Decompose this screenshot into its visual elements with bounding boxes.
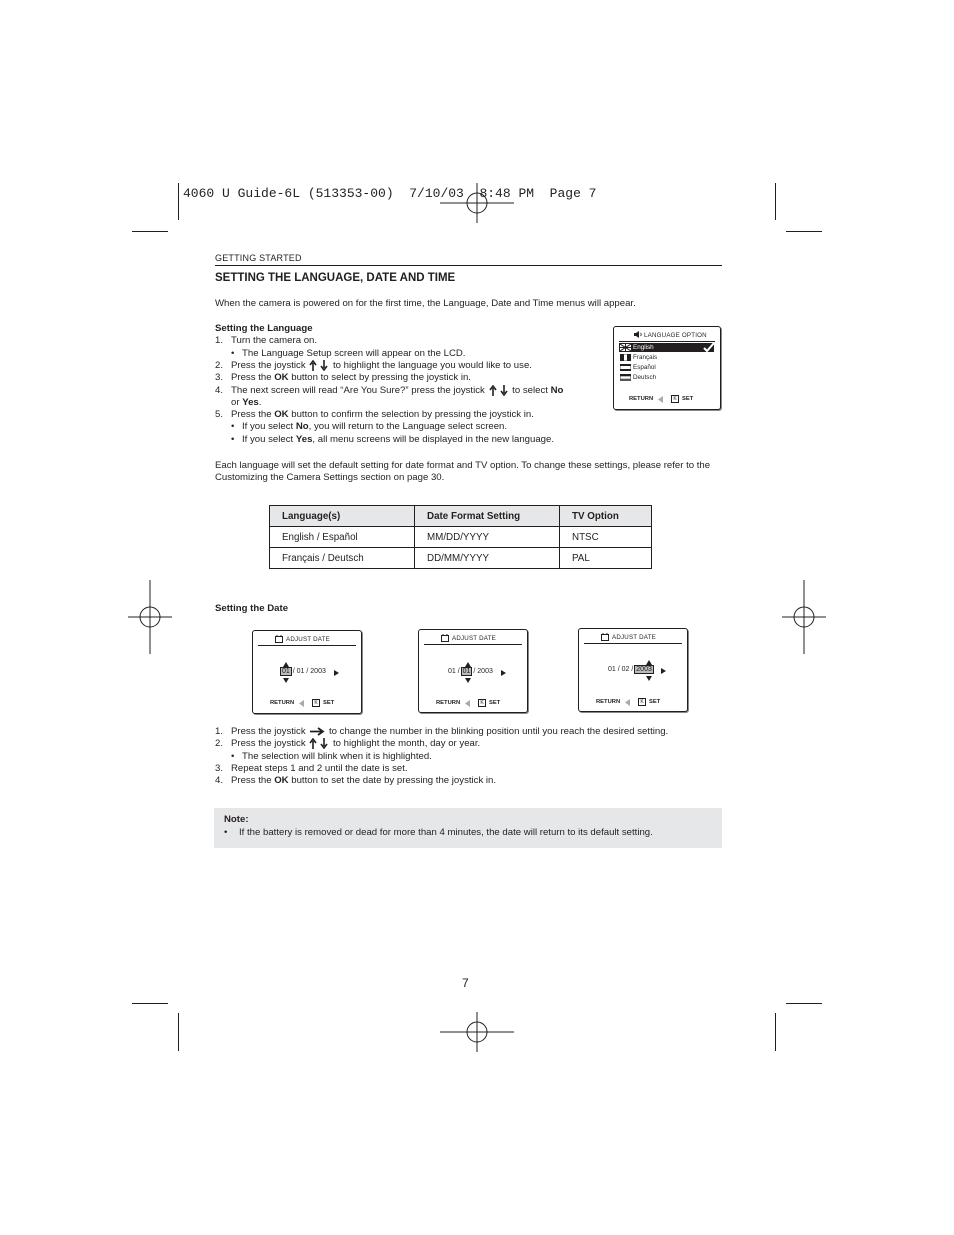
ok-button-icon: K (312, 699, 320, 707)
lcd-header: ADJUST DATE (286, 636, 330, 643)
lcd-header: LANGUAGE OPTION (644, 332, 707, 339)
list-item: 1. Turn the camera on. (215, 335, 318, 347)
crop-mark (132, 231, 168, 232)
list-item: 4. Press the OK button to set the date by pressing the joystick in. (215, 775, 497, 787)
registration-mark (440, 1012, 514, 1052)
list-item: 2. Press the joystick to highlight the month, day or year. (215, 738, 481, 750)
list-item: 3. Repeat steps 1 and 2 until the date is set. (215, 762, 408, 774)
return-label: RETURN (436, 700, 461, 706)
table-row (270, 527, 652, 548)
lcd-header: ADJUST DATE (612, 634, 656, 641)
list-item: 2. Press the joystick to highlight the language you would like to use. (215, 359, 532, 371)
table-header-cell: Date Format Setting (415, 506, 560, 527)
left-arrow-icon (299, 700, 305, 707)
left-arrow-icon (625, 699, 631, 706)
month-value: 01 (282, 668, 290, 675)
set-label: SET (649, 699, 661, 705)
crop-mark (178, 1013, 179, 1051)
crop-mark (132, 1003, 168, 1004)
year-value: 2003 (477, 668, 493, 675)
up-arrow-icon (283, 662, 289, 667)
up-arrow-icon (465, 662, 471, 667)
intro-text: When the camera is powered on for the first time, the Language, Date and Time menus will appear. (215, 298, 636, 309)
crop-mark (786, 1003, 822, 1004)
lcd-language-screen (613, 326, 721, 410)
lcd-divider (424, 644, 522, 645)
right-arrow-icon (334, 670, 339, 676)
date-value-row: 01 / 02 / 2003 (608, 666, 652, 673)
language-section (215, 323, 595, 446)
joystick-up-down-icon (308, 360, 330, 371)
lcd-divider (258, 645, 356, 646)
lcd-divider (584, 643, 682, 644)
table-header-cell: TV Option (560, 506, 652, 527)
set-label: SET (682, 396, 694, 402)
list-item: • The selection will blink when it is highlighted. (215, 751, 723, 763)
table-cell: NTSC (560, 527, 652, 548)
set-label: SET (323, 700, 335, 706)
language-option-label: English (633, 344, 654, 351)
calendar-icon (601, 633, 609, 641)
section-divider (215, 265, 722, 266)
set-label: SET (489, 700, 501, 706)
ok-button-icon: K (671, 395, 679, 403)
return-label: RETURN (270, 700, 295, 706)
checkmark-icon (703, 342, 715, 353)
list-item: 1. Press the joystick to change the number in the blinking position until you reach the desired setting. (215, 726, 669, 737)
table-cell: DD/MM/YYYY (415, 548, 560, 569)
down-arrow-icon (465, 678, 471, 683)
note-label: Note: (224, 814, 249, 825)
crop-mark (775, 1013, 776, 1051)
right-arrow-icon (661, 668, 666, 674)
calendar-icon (275, 635, 283, 643)
list-item: 4. The next screen will read “Are You Sure?” press the joystick to select No or Yes. (215, 384, 564, 408)
date-format-note: Each language will set the default setting for date format and TV option. To change these settings, please refer to the Customizing the Camera Settings section on page 30. (215, 460, 711, 484)
return-label: RETURN (629, 396, 654, 402)
ok-button-icon: K (638, 698, 646, 706)
table-cell: MM/DD/YYYY (415, 527, 560, 548)
day-value: 02 (621, 666, 630, 673)
month-value: 01 (608, 666, 616, 673)
table-row (270, 548, 652, 569)
note-bullet: • (224, 827, 228, 838)
month-value: 01 (448, 668, 456, 675)
date-value-row: 01 / 01 / 2003 (282, 668, 326, 675)
list-item: 3. Press the OK button to select by pressing the joystick in. (215, 372, 471, 384)
language-heading: Setting the Language (215, 323, 313, 334)
crop-mark (178, 183, 179, 220)
page-title: SETTING THE LANGUAGE, DATE AND TIME (215, 272, 456, 284)
table-header-row (270, 506, 652, 527)
flag-uk-icon (620, 344, 631, 351)
right-arrow-icon (501, 670, 506, 676)
date-value-row: 01 / 01 / 2003 (448, 668, 493, 675)
return-label: RETURN (596, 699, 621, 705)
list-item: • If you select Yes, all menu screens will be displayed in the new language. (215, 434, 595, 446)
speaker-icon (633, 331, 642, 338)
day-value: 01 (462, 668, 471, 675)
list-item: 5. Press the OK button to confirm the selection by pressing the joystick in. (215, 409, 534, 421)
date-steps (215, 726, 723, 788)
crop-mark (775, 183, 776, 220)
day-value: 01 (296, 668, 305, 675)
lcd-date-screen-month (252, 630, 362, 714)
language-settings-table (269, 505, 652, 569)
table-cell: PAL (560, 548, 652, 569)
year-value: 2003 (310, 668, 326, 675)
language-option-label: Español (633, 364, 656, 371)
up-arrow-icon (646, 660, 652, 665)
crop-mark (786, 231, 822, 232)
flag-de-icon (620, 374, 631, 381)
calendar-icon (441, 634, 449, 642)
table-header-cell: Language(s) (270, 506, 415, 527)
down-arrow-icon (283, 678, 289, 683)
down-arrow-icon (646, 676, 652, 681)
joystick-up-down-icon (308, 738, 330, 749)
date-heading: Setting the Date (215, 603, 289, 614)
registration-mark (128, 580, 172, 654)
ok-button-icon: K (478, 699, 486, 707)
flag-es-icon (620, 364, 631, 371)
language-option-label: Français (633, 354, 658, 361)
print-slug: 4060 U Guide-6L (513353-00) 7/10/03 8:48 PM Page 7 (183, 186, 597, 201)
joystick-up-down-icon (488, 385, 510, 396)
note-text: If the battery is removed or dead for more than 4 minutes, the date will return to its default setting. (239, 827, 653, 838)
joystick-right-icon (308, 727, 326, 736)
section-label: GETTING STARTED (215, 253, 302, 263)
left-arrow-icon (465, 700, 471, 707)
registration-mark (782, 580, 826, 654)
lcd-header: ADJUST DATE (452, 635, 496, 642)
flag-fr-icon (620, 354, 631, 361)
list-item: • The Language Setup screen will appear on the LCD. (215, 348, 595, 360)
note-box (214, 808, 722, 848)
lcd-date-screen-year (578, 628, 688, 712)
language-option-label: Deutsch (633, 374, 657, 381)
page-number: 7 (462, 976, 469, 990)
lcd-divider (619, 341, 715, 342)
table-cell: Français / Deutsch (270, 548, 415, 569)
lcd-date-screen-day (418, 629, 528, 713)
left-arrow-icon (658, 396, 664, 403)
table-cell: English / Español (270, 527, 415, 548)
list-item: • If you select No, you will return to the Language select screen. (215, 421, 595, 433)
year-value: 2003 (636, 666, 652, 673)
